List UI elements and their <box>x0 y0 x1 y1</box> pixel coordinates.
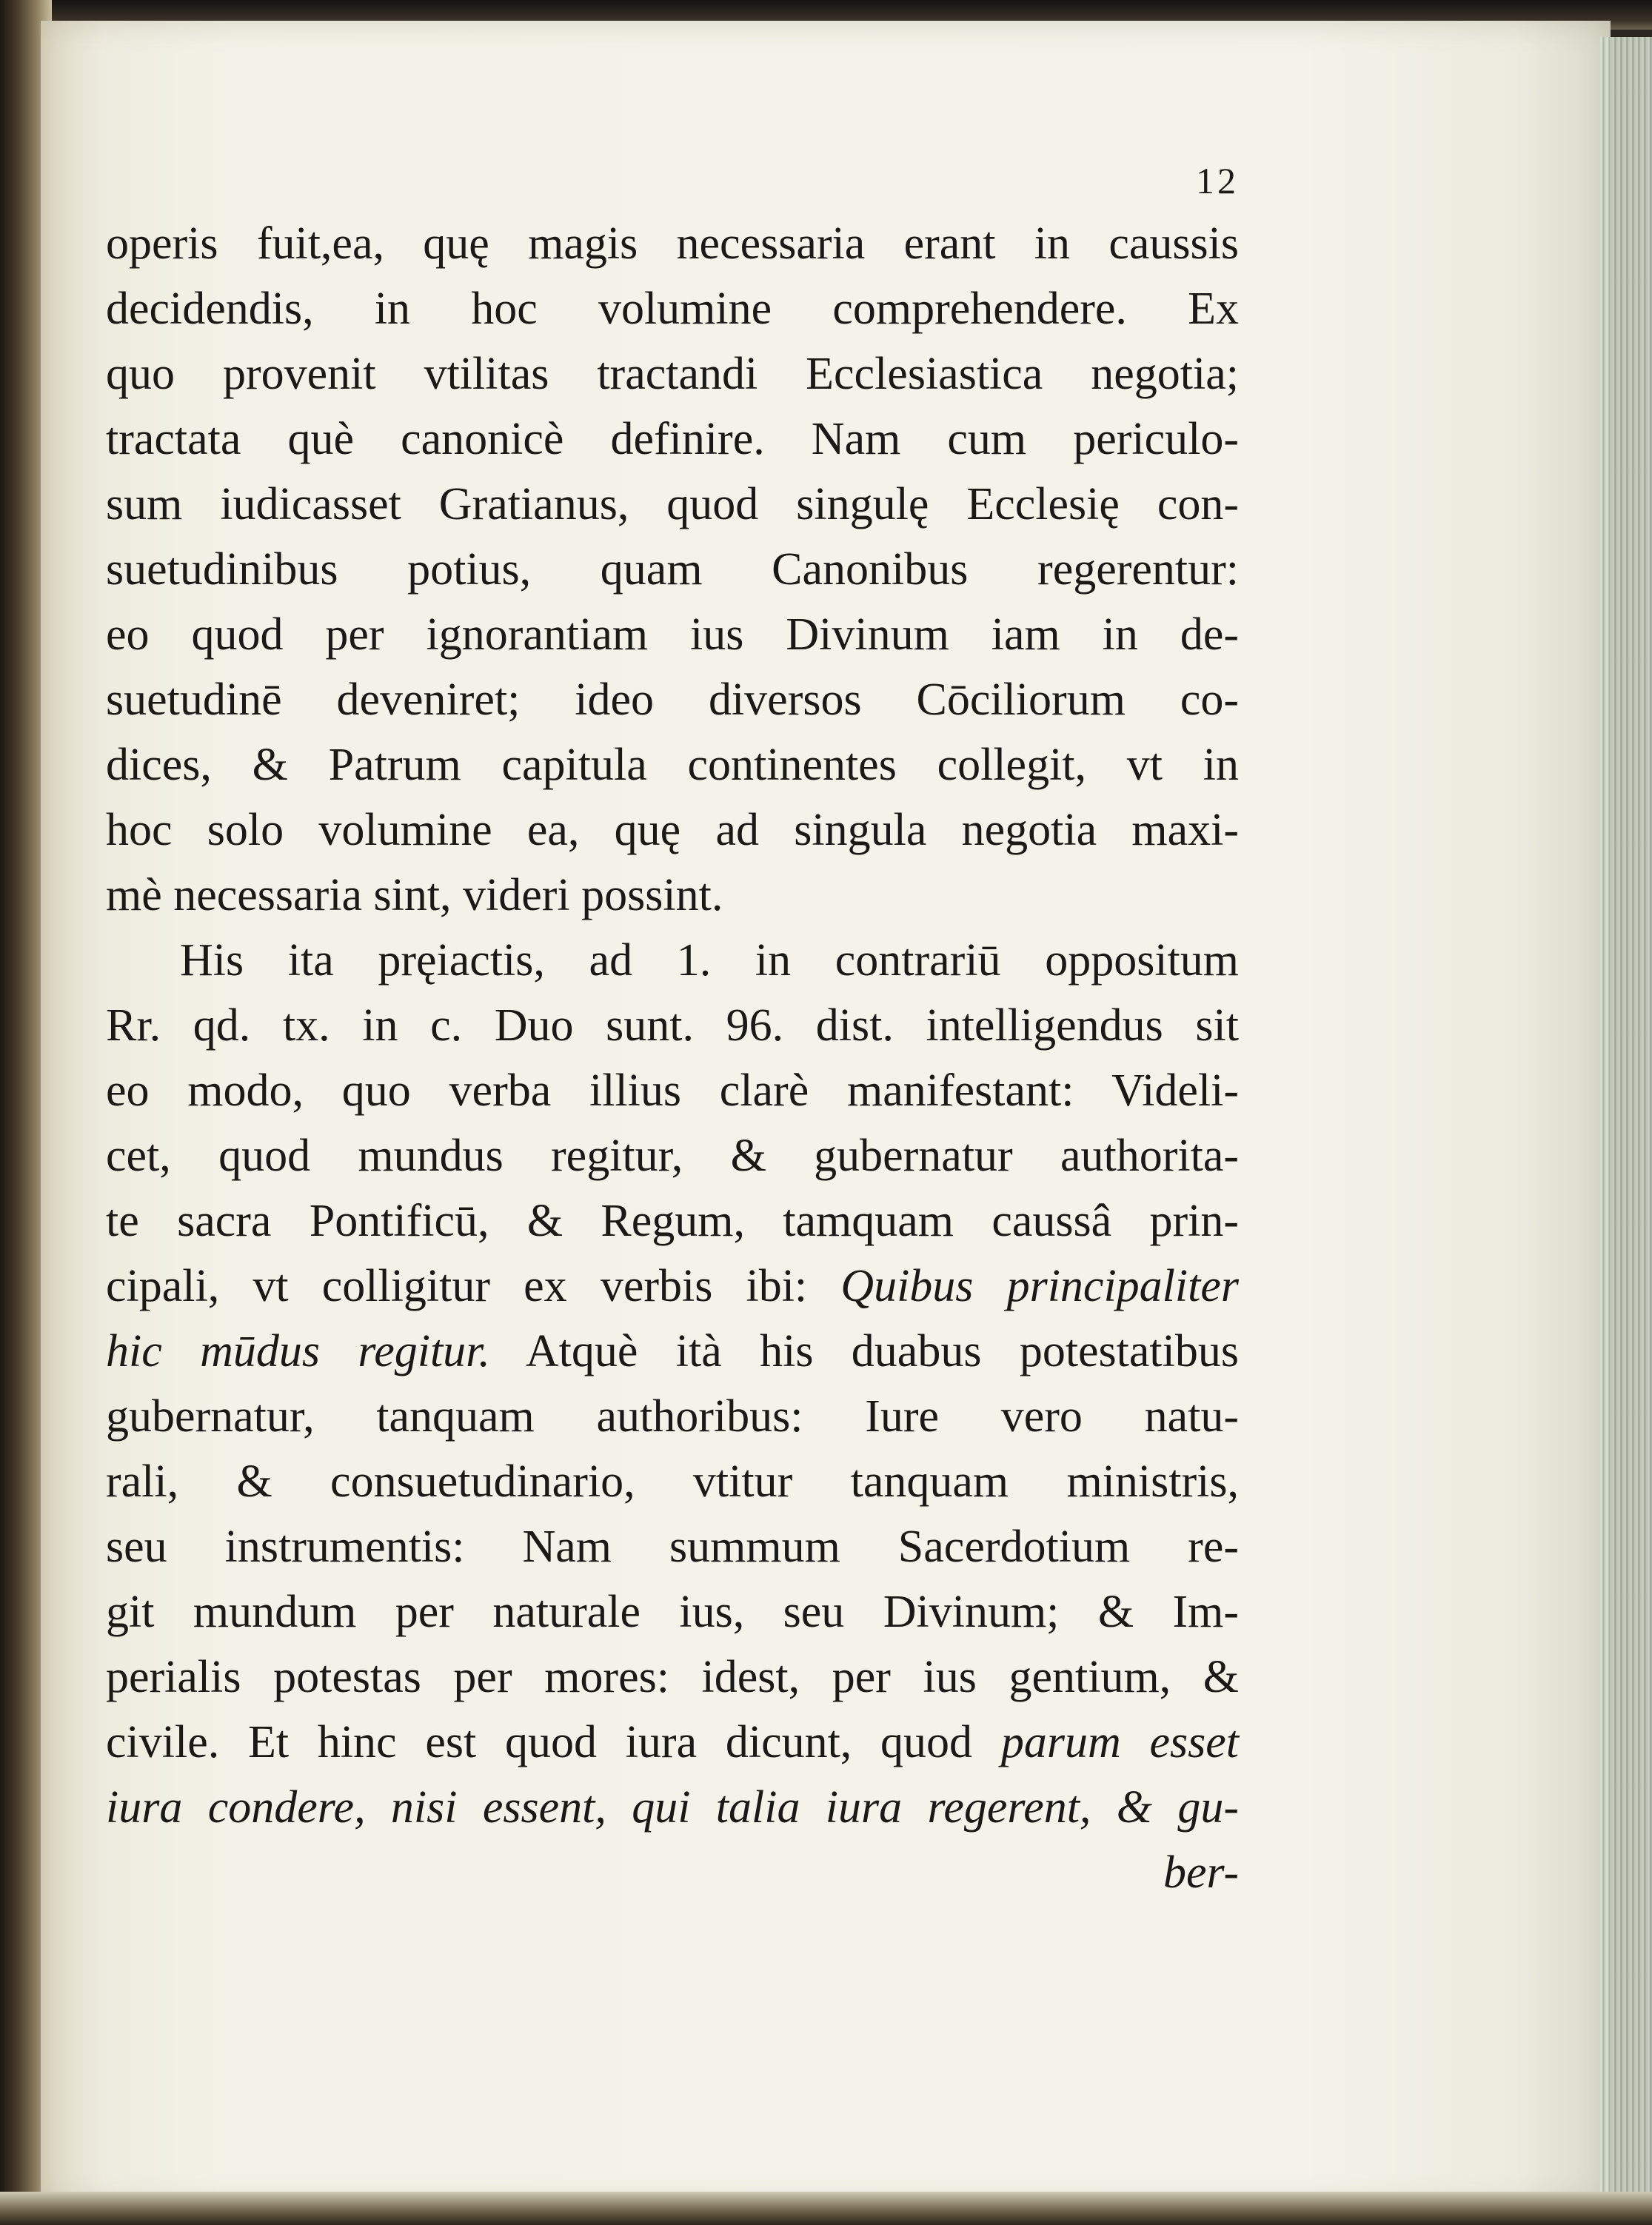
page-number: 12 <box>1196 160 1239 201</box>
roman-text: suetudinibus potius, quam Canonibus regerentur: <box>106 544 1239 595</box>
text-line <box>106 732 1239 797</box>
roman-text: civile. Et hinc est quod iura dicunt, quod <box>106 1717 1001 1767</box>
text-line <box>106 1058 1239 1123</box>
text-line <box>106 667 1239 732</box>
roman-text: Rr. qd. tx. in c. Duo sunt. 96. dist. intelligendus sit <box>106 1000 1239 1051</box>
italic-text: Quibus principaliter <box>840 1261 1239 1311</box>
roman-text: hoc solo volumine ea, quę ad singula negotia maxi- <box>106 805 1239 855</box>
italic-text: parum esset <box>1000 1717 1240 1767</box>
text-line <box>106 993 1239 1058</box>
text-line <box>106 1188 1239 1254</box>
text-line <box>106 1319 1239 1384</box>
roman-text: seu instrumentis: Nam summum Sacerdotium re- <box>106 1522 1239 1572</box>
italic-text: ber- <box>1163 1847 1239 1898</box>
italic-text: hic mūdus regitur. <box>106 1326 490 1376</box>
text-line <box>106 1514 1239 1579</box>
text-line <box>106 1840 1239 1905</box>
page-bottom-edge <box>0 2192 1652 2225</box>
roman-text: git mundum per naturale ius, seu Divinum; & Im- <box>106 1587 1239 1637</box>
roman-text: cipali, vt colligitur ex verbis ibi: <box>106 1261 841 1311</box>
roman-text: rali, & consuetudinario, vtitur tanquam ministris, <box>106 1456 1239 1507</box>
roman-text: quo provenit vtilitas tractandi Ecclesiastica negotia; <box>106 349 1239 399</box>
roman-text: mè necessaria sint, videri possint. <box>106 870 723 920</box>
roman-text: suetudinē deveniret; ideo diversos Cōciliorum co- <box>106 675 1239 725</box>
roman-text: dices, & Patrum capitula continentes collegit, vt in <box>106 740 1239 790</box>
roman-text: sum iudicasset Gratianus, quod singulę Ecclesię con- <box>106 479 1239 529</box>
page-fore-edge <box>1599 37 1652 2206</box>
roman-text: eo modo, quo verba illius clarè manifestant: Videli- <box>106 1065 1239 1116</box>
text-line <box>106 537 1239 602</box>
text-line <box>106 797 1239 863</box>
text-line <box>106 928 1239 993</box>
text-line <box>106 1123 1239 1188</box>
roman-text: decidendis, in hoc volumine comprehendere. Ex <box>106 284 1239 334</box>
text-line <box>106 1645 1239 1710</box>
roman-text: tractata què canonicè definire. Nam cum periculo- <box>106 414 1239 464</box>
text-line <box>106 1775 1239 1840</box>
roman-text: te sacra Pontificū, & Regum, tamquam caussâ prin- <box>106 1196 1239 1246</box>
text-line <box>106 1710 1239 1775</box>
roman-text: gubernatur, tanquam authoribus: Iure vero natu- <box>106 1391 1239 1442</box>
italic-text: iura condere, nisi essent, qui talia iura regerent, & gu- <box>106 1782 1239 1833</box>
text-line <box>106 211 1239 276</box>
text-line <box>106 472 1239 537</box>
text-line <box>106 863 1239 928</box>
text-line <box>106 406 1239 472</box>
roman-text: operis fuit,ea, quę magis necessaria erant in caussis <box>106 218 1239 269</box>
text-line <box>106 341 1239 406</box>
text-line <box>106 1254 1239 1319</box>
text-line <box>106 1449 1239 1514</box>
roman-text: Atquè ità his duabus potestatibus <box>489 1326 1240 1376</box>
roman-text: His ita pręiactis, ad 1. in contrariū oppositum <box>180 935 1239 986</box>
text-line <box>106 602 1239 667</box>
text-line <box>106 1579 1239 1645</box>
roman-text: cet, quod mundus regitur, & gubernatur authorita- <box>106 1131 1239 1181</box>
text-line <box>106 1384 1239 1449</box>
roman-text: perialis potestas per mores: idest, per ius gentium, & <box>106 1652 1239 1702</box>
text-block <box>106 211 1239 1905</box>
roman-text: eo quod per ignorantiam ius Divinum iam in de- <box>106 609 1239 660</box>
text-line <box>106 276 1239 341</box>
